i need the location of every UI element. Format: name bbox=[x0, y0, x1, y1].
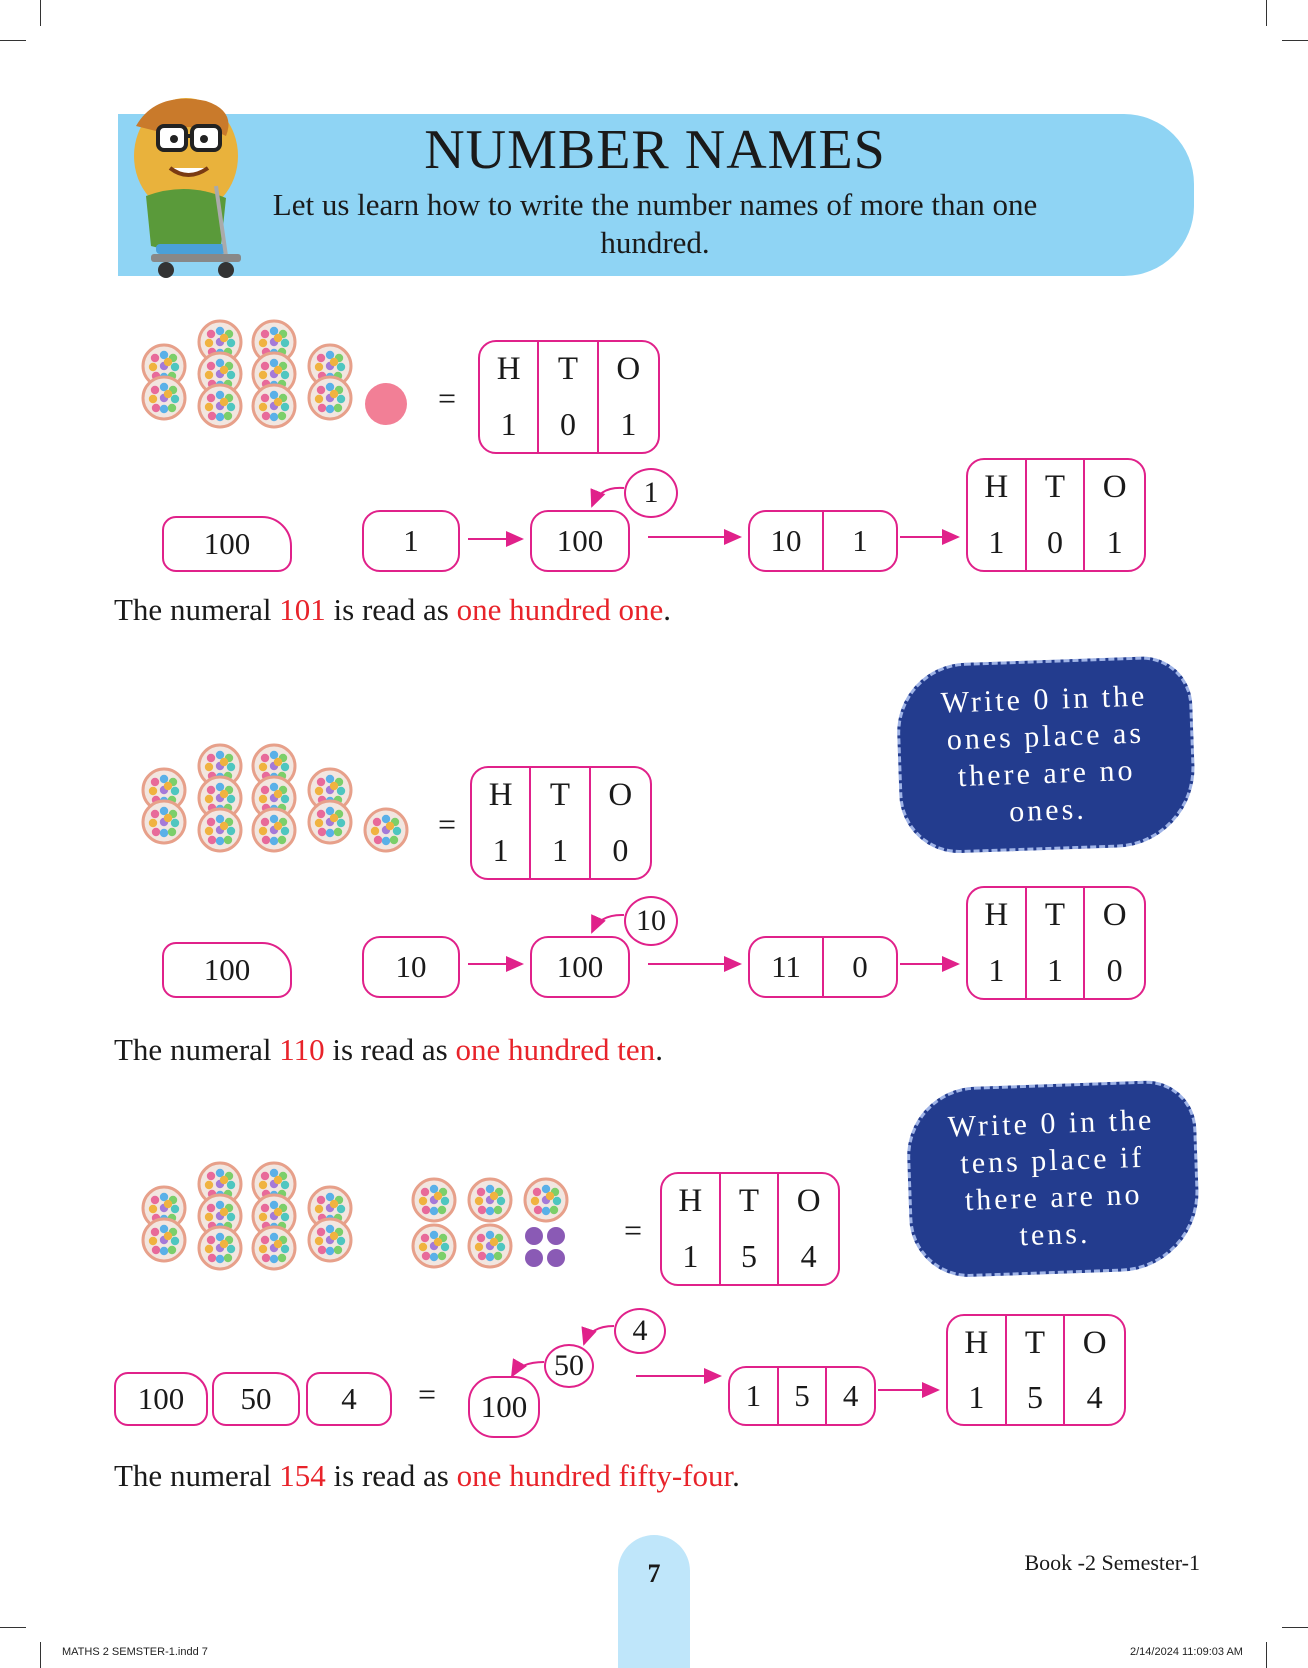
page-number bbox=[618, 1535, 690, 1668]
pill-cell: 1 bbox=[822, 512, 896, 570]
hto-header-o: O bbox=[608, 777, 633, 813]
equals-sign: = bbox=[438, 380, 457, 416]
numeral-highlight: 110 bbox=[279, 1032, 325, 1067]
hto-digit: 1 bbox=[1106, 524, 1123, 560]
four-card: 4 bbox=[306, 1372, 392, 1426]
pill-cell: 0 bbox=[822, 938, 896, 996]
hto-digit: 0 bbox=[1106, 952, 1123, 988]
sentence-text: is read as bbox=[324, 1032, 456, 1067]
pill-cell: 10 bbox=[770, 523, 802, 558]
slug-timestamp: 2/14/2024 11:09:03 AM bbox=[1130, 1646, 1243, 1658]
numeral-highlight: 101 bbox=[279, 592, 326, 627]
hto-header-t: T bbox=[1007, 1316, 1066, 1370]
hundred-card: 100 bbox=[162, 516, 292, 572]
hto-header-o: O bbox=[1102, 897, 1127, 933]
sentence-text: The numeral bbox=[114, 1032, 280, 1067]
carry-bubble: 1 bbox=[624, 468, 678, 518]
hundred-card: 100 bbox=[114, 1372, 208, 1426]
pill-cell: 11 bbox=[771, 949, 801, 984]
hto-header-t: T bbox=[539, 342, 598, 397]
carry-bubble-ones: 4 bbox=[614, 1308, 666, 1354]
flow-start-box: 10 bbox=[362, 936, 460, 998]
hto-digit: 1 bbox=[620, 406, 637, 442]
hto-digit: 1 bbox=[472, 823, 531, 878]
hto-digit: 1 bbox=[968, 943, 1027, 998]
pill-cell: 4 bbox=[825, 1368, 874, 1424]
page-subtitle: Let us learn how to write the number names of more than one hundred. bbox=[272, 187, 1038, 260]
carry-bubble: 10 bbox=[624, 896, 678, 946]
number-name-highlight: one hundred one bbox=[456, 592, 664, 627]
number-name-highlight: one hundred ten bbox=[455, 1032, 656, 1067]
hundred-box: 100 bbox=[530, 936, 630, 998]
fifty-card: 50 bbox=[212, 1372, 300, 1426]
tip-note-tens: Write 0 in the tens place if there are no tens. bbox=[905, 1079, 1201, 1279]
hto-digit: 0 bbox=[1027, 515, 1086, 570]
hto-digit: 5 bbox=[721, 1229, 780, 1284]
hto-header-h: H bbox=[948, 1316, 1007, 1370]
hto-header-o: O bbox=[796, 1183, 821, 1219]
hto-digit: 1 bbox=[948, 1370, 1007, 1424]
tip-note-ones: Write 0 in the ones place as there are no ones. bbox=[895, 655, 1197, 855]
flow-start-box: 1 bbox=[362, 510, 460, 572]
hto-digit: 1 bbox=[531, 823, 590, 878]
hto-header-h: H bbox=[480, 342, 539, 397]
slug-filename: MATHS 2 SEMSTER-1.indd 7 bbox=[62, 1646, 208, 1658]
hto-header-h: H bbox=[472, 768, 531, 823]
hundred-box: 100 bbox=[530, 510, 630, 572]
pill-cell: 5 bbox=[777, 1368, 826, 1424]
carry-arrow bbox=[592, 915, 624, 932]
sentence-text: is read as bbox=[325, 1458, 457, 1493]
hto-header-h: H bbox=[662, 1174, 721, 1229]
page-number-text: 7 bbox=[647, 1559, 661, 1588]
hto-digit: 1 bbox=[968, 515, 1027, 570]
hundred-box: 100 bbox=[468, 1376, 540, 1438]
hto-digit: 0 bbox=[539, 397, 598, 452]
equals-sign: = bbox=[438, 806, 457, 842]
sentence-text: The numeral bbox=[114, 592, 280, 627]
hto-header-o: O bbox=[1102, 469, 1127, 505]
numeral-highlight: 154 bbox=[279, 1458, 326, 1493]
carry-bubble-tens: 50 bbox=[544, 1344, 594, 1388]
hto-digit: 1 bbox=[1027, 943, 1086, 998]
hundred-card: 100 bbox=[162, 942, 292, 998]
hto-header-t: T bbox=[1027, 460, 1086, 515]
page-title: NUMBER NAMES bbox=[424, 119, 886, 181]
hto-digit: 4 bbox=[1086, 1378, 1103, 1415]
hto-header-t: T bbox=[1027, 888, 1086, 943]
book-label: Book -2 Semester-1 bbox=[1024, 1550, 1200, 1575]
hto-digit: 1 bbox=[480, 397, 539, 452]
sentence-text: is read as bbox=[325, 592, 457, 627]
pill-cell: 1 bbox=[745, 1378, 762, 1413]
hto-header-o: O bbox=[1082, 1324, 1107, 1361]
sentence-text: . bbox=[732, 1458, 740, 1493]
carry-arrow bbox=[592, 488, 624, 506]
hto-digit: 0 bbox=[612, 832, 629, 868]
hto-digit: 5 bbox=[1007, 1370, 1066, 1424]
hto-header-h: H bbox=[968, 460, 1027, 515]
hto-header-o: O bbox=[616, 351, 641, 387]
hto-header-t: T bbox=[721, 1174, 780, 1229]
hto-header-h: H bbox=[968, 888, 1027, 943]
number-name-highlight: one hundred fifty-four bbox=[456, 1458, 733, 1493]
equals-sign: = bbox=[418, 1376, 437, 1412]
sentence-text: The numeral bbox=[114, 1458, 280, 1493]
carry-arrow bbox=[512, 1362, 544, 1376]
carry-arrow bbox=[584, 1326, 614, 1344]
sentence-text: . bbox=[663, 592, 671, 627]
sentence-text: . bbox=[655, 1032, 663, 1067]
hto-digit: 4 bbox=[800, 1238, 817, 1274]
equals-sign: = bbox=[624, 1212, 643, 1248]
hto-header-t: T bbox=[531, 768, 590, 823]
hto-digit: 1 bbox=[662, 1229, 721, 1284]
